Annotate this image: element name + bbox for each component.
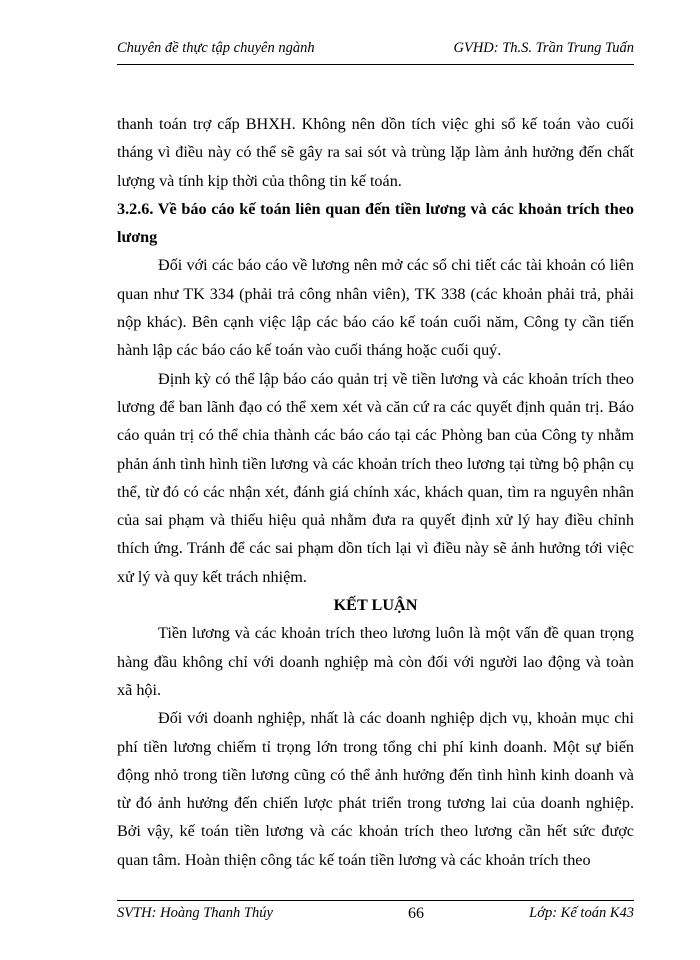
- header-supervisor: GVHD: Th.S. Trần Trung Tuấn: [453, 40, 634, 56]
- footer-class: Lớp: Kế toán K43: [529, 905, 634, 921]
- paragraph-continuation: thanh toán trợ cấp BHXH. Không nên dồn tích việc ghi sổ kế toán vào cuối tháng vì điều này có thể sẽ gây ra sai sót và trùng lặp làm ảnh hưởng đến chất lượng và tính kịp thời của thông tin kế toán.: [117, 115, 634, 190]
- page-header: [117, 40, 634, 65]
- paragraph-conclusion-1: Tiền lương và các khoản trích theo lương luôn là một vấn đề quan trọng hàng đầu không chỉ với doanh nghiệp mà còn đối với người lao động và toàn xã hội.: [117, 624, 634, 699]
- page-footer: [117, 900, 634, 923]
- section-heading: 3.2.6. Về báo cáo kế toán liên quan đến tiền lương và các khoản trích theo lương: [117, 199, 634, 247]
- page-number: 66: [408, 905, 425, 922]
- page-content: [117, 110, 634, 874]
- paragraph-reports: Đối với các báo cáo về lương nên mở các sổ chi tiết các tài khoản có liên quan như TK 334 (phải trả công nhân viên), TK 338 (các khoản phải trả, phải nộp khác). Bên cạnh việc lập các báo cáo kế toán cuối năm, Công ty cần tiến hành lập các báo cáo kế toán vào cuối tháng hoặc cuối quý.: [117, 256, 634, 360]
- footer-student: SVTH: Hoàng Thanh Thúy: [117, 905, 273, 921]
- paragraph-management-reports: Định kỳ có thể lập báo cáo quản trị về tiền lương và các khoản trích theo lương để ban lãnh đạo có thể xem xét và căn cứ ra các quyết định quản trị. Báo cáo quản trị có thể chia thành các báo cáo tại các Phòng ban của Công ty nhằm phản ánh tình hình tiền lương và các khoản trích theo lương tại từng bộ phận cụ thể, từ đó có các nhận xét, đánh giá chính xác, khách quan, tìm ra nguyên nhân của sai phạm và thiếu hiệu quả nhằm đưa ra quyết định xử lý hay điều chỉnh thích ứng. Tránh để các sai phạm dồn tích lại vì điều này sẽ ảnh hưởng tới việc xử lý và quy kết trách nhiệm.: [117, 369, 634, 586]
- header-course-title: Chuyên đề thực tập chuyên ngành: [117, 40, 315, 56]
- paragraph-conclusion-2: Đối với doanh nghiệp, nhất là các doanh nghiệp dịch vụ, khoản mục chi phí tiền lương chiếm tỉ trọng lớn trong tổng chi phí kinh doanh. Một sự biến động nhỏ trong tiền lương cũng có thể ảnh hưởng đến tình hình kinh doanh và từ đó ảnh hưởng đến chiến lược phát triển trong tương lai của doanh nghiệp. Bởi vậy, kế toán tiền lương và các khoản trích theo lương cần hết sức được quan tâm. Hoàn thiện công tác kế toán tiền lương và các khoản trích theo: [117, 709, 634, 869]
- conclusion-title: KẾT LUẬN: [333, 596, 418, 615]
